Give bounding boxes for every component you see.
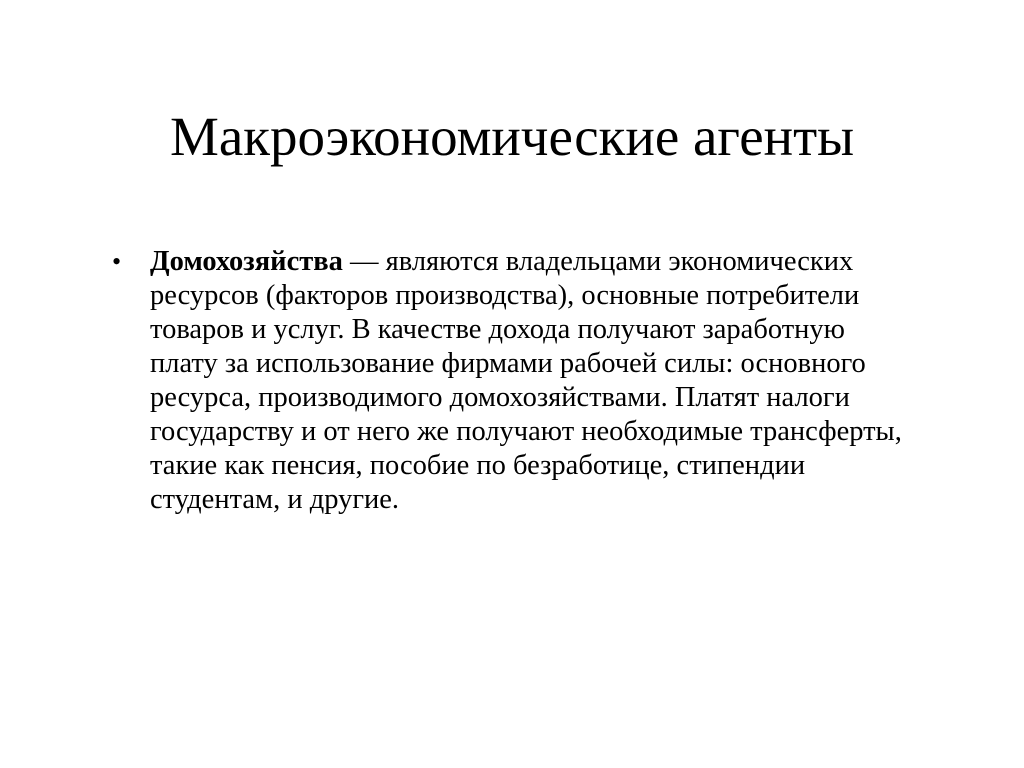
bullet-term: Домохозяйства [150, 246, 343, 277]
bullet-text: — являются владельцами экономических ресурсов (факторов производства), основные потребители товаров и услуг. В качестве дохода получают заработную плату за использование фирмами рабочей силы: основного ресурса, производимого домохозяйствами. Платят налоги государству и от него же получают необходимые трансферты, такие как пенсия, пособие по безработице, стипендии студентам, и другие. [150, 246, 902, 515]
bullet-list [112, 245, 910, 517]
bullet-icon: • [112, 247, 122, 276]
bullet-item [112, 245, 910, 517]
slide-title: Макроэкономические агенты [169, 106, 855, 167]
